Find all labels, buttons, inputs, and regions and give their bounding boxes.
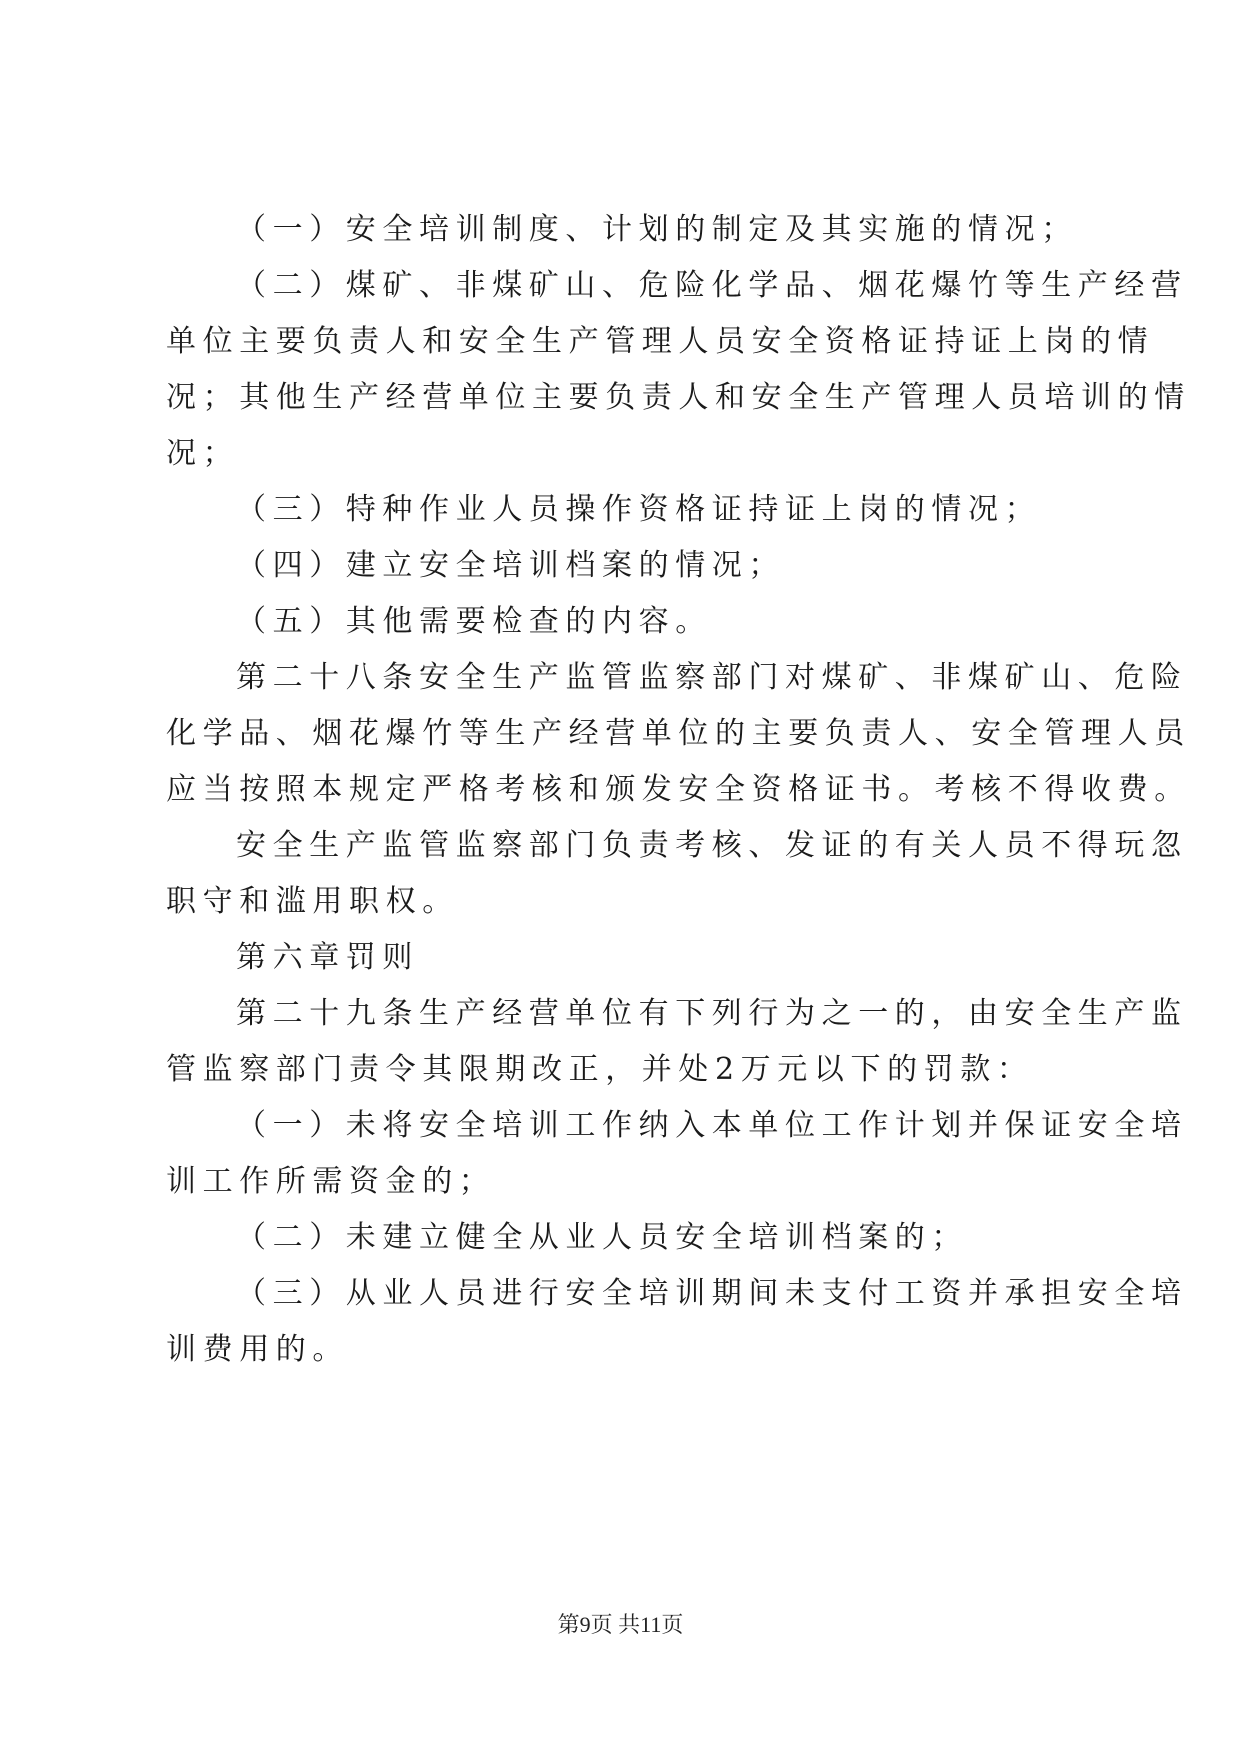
paragraph-line: （二）未建立健全从业人员安全培训档案的；: [236, 1220, 968, 1255]
paragraph-line: （三）特种作业人员操作资格证持证上岗的情况；: [236, 492, 1042, 527]
paragraph-line: 训工作所需资金的；: [166, 1164, 496, 1199]
paragraph-line: 职守和滥用职权。: [166, 884, 459, 919]
paragraph-line: （四）建立安全培训档案的情况；: [236, 548, 785, 583]
chapter-heading: 第六章罚则: [236, 940, 419, 975]
paragraph-line: 单位主要负责人和安全生产管理人员安全资格证持证上岗的情: [166, 324, 1155, 359]
paragraph-line: 管监察部门责令其限期改正，并处2万元以下的罚款：: [166, 1052, 1034, 1087]
paragraph-line: 况；: [166, 436, 240, 471]
paragraph-line: （二）煤矿、非煤矿山、危险化学品、烟花爆竹等生产经营: [236, 268, 1188, 303]
paragraph-line: （一）安全培训制度、计划的制定及其实施的情况；: [236, 212, 1078, 247]
paragraph-line: 化学品、烟花爆竹等生产经营单位的主要负责人、安全管理人员: [166, 716, 1191, 751]
paragraph-line: （一）未将安全培训工作纳入本单位工作计划并保证安全培: [236, 1108, 1188, 1143]
paragraph-line: 训费用的。: [166, 1332, 349, 1367]
paragraph-line: （三）从业人员进行安全培训期间未支付工资并承担安全培: [236, 1276, 1188, 1311]
paragraph-line: （五）其他需要检查的内容。: [236, 604, 712, 639]
paragraph-line: 第二十八条安全生产监管监察部门对煤矿、非煤矿山、危险: [236, 660, 1188, 695]
paragraph-line: 安全生产监管监察部门负责考核、发证的有关人员不得玩忽: [236, 828, 1188, 863]
paragraph-line: 应当按照本规定严格考核和颁发安全资格证书。考核不得收费。: [166, 772, 1191, 807]
page-number-footer: 第9页 共11页: [557, 1612, 684, 1637]
paragraph-line: 况；其他生产经营单位主要负责人和安全生产管理人员培训的情: [166, 380, 1191, 415]
paragraph-line: 第二十九条生产经营单位有下列行为之一的，由安全生产监: [236, 996, 1188, 1031]
